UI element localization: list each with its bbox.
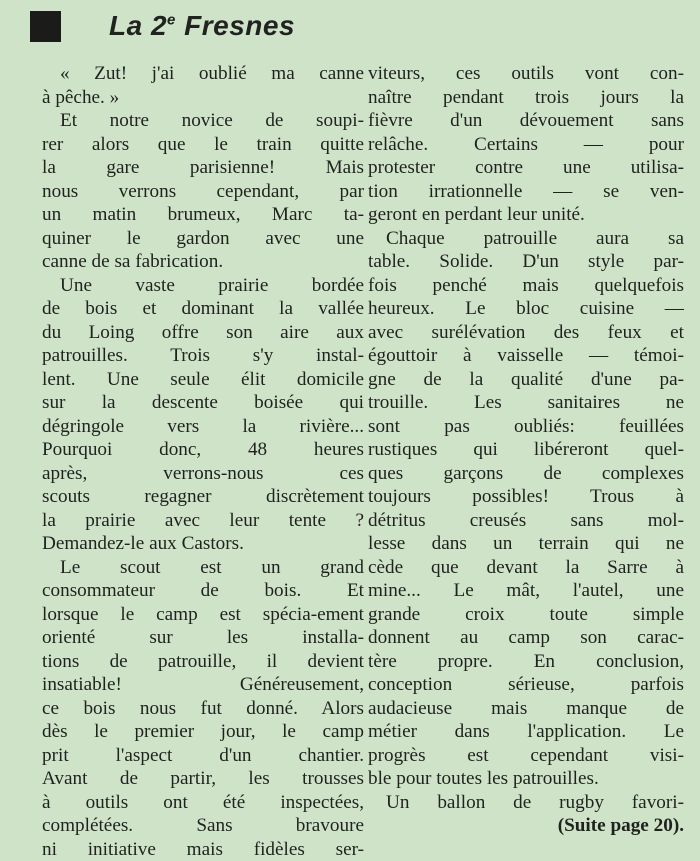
text-line: complétées. Sans bravoure: [42, 814, 364, 838]
text-line: dès le premier jour, le camp: [42, 720, 364, 744]
article-header: [30, 6, 295, 46]
text-line: à outils ont été inspectées,: [42, 791, 364, 815]
text-line: après, verrons-nous ces: [42, 462, 364, 486]
text-line: rer alors que le train quitte: [42, 133, 364, 157]
text-line: audacieuse mais manque de: [368, 697, 684, 721]
article-title: [109, 10, 295, 42]
text-line: prit l'aspect d'un chantier.: [42, 744, 364, 768]
text-line: protester contre une utilisa-: [368, 156, 684, 180]
text-line: fièvre d'un dévouement sans: [368, 109, 684, 133]
text-line: ble pour toutes les patrouilles.: [368, 767, 684, 791]
text-line: dégringole vers la rivière...: [42, 415, 364, 439]
black-square-ornament: [30, 11, 61, 42]
text-line: à pêche. »: [42, 86, 364, 110]
text-line: grande croix toute simple: [368, 603, 684, 627]
text-line: conception sérieuse, parfois: [368, 673, 684, 697]
text-line: heureux. Le bloc cuisine —: [368, 297, 684, 321]
text-line: tions de patrouille, il devient: [42, 650, 364, 674]
title-main: La 2: [109, 10, 167, 41]
text-line: sur la descente boisée qui: [42, 391, 364, 415]
text-line: Une vaste prairie bordée: [42, 274, 364, 298]
text-line: ques garçons de complexes: [368, 462, 684, 486]
text-line: insatiable! Généreusement,: [42, 673, 364, 697]
text-line: lent. Une seule élit domicile: [42, 368, 364, 392]
text-line: Pourquoi donc, 48 heures: [42, 438, 364, 462]
text-line: patrouilles. Trois s'y instal-: [42, 344, 364, 368]
text-line: progrès est cependant visi-: [368, 744, 684, 768]
text-line: un matin brumeux, Marc ta-: [42, 203, 364, 227]
text-line: relâche. Certains — pour: [368, 133, 684, 157]
right-column: [368, 62, 684, 838]
text-line: la gare parisienne! Mais: [42, 156, 364, 180]
text-line: gne de la qualité d'une pa-: [368, 368, 684, 392]
text-line: Le scout est un grand: [42, 556, 364, 580]
text-line: du Loing offre son aire aux: [42, 321, 364, 345]
text-line: lorsque le camp est spécia-ement: [42, 603, 364, 627]
text-line: quiner le gardon avec une: [42, 227, 364, 251]
text-line: toujours possibles! Trous à: [368, 485, 684, 509]
text-line: Un ballon de rugby favori-: [368, 791, 684, 815]
text-line: la prairie avec leur tente ?: [42, 509, 364, 533]
text-line: « Zut! j'ai oublié ma canne: [42, 62, 364, 86]
text-line: Et notre novice de soupi-: [42, 109, 364, 133]
text-line: détritus creusés sans mol-: [368, 509, 684, 533]
text-line: geront en perdant leur unité.: [368, 203, 684, 227]
text-line: ni initiative mais fidèles ser-: [42, 838, 364, 861]
text-line: trouille. Les sanitaires ne: [368, 391, 684, 415]
text-line: naître pendant trois jours la: [368, 86, 684, 110]
text-line: métier dans l'application. Le: [368, 720, 684, 744]
text-line: fois penché mais quelquefois: [368, 274, 684, 298]
text-line: égouttoir à vaisselle — témoi-: [368, 344, 684, 368]
text-line: tion irrationnelle — se ven-: [368, 180, 684, 204]
text-line: canne de sa fabrication.: [42, 250, 364, 274]
text-line: de bois et dominant la vallée: [42, 297, 364, 321]
title-rest: Fresnes: [176, 10, 295, 41]
text-line: cède que devant la Sarre à: [368, 556, 684, 580]
text-line: lesse dans un terrain qui ne: [368, 532, 684, 556]
text-line: Chaque patrouille aura sa: [368, 227, 684, 251]
text-line: rustiques qui libéreront quel-: [368, 438, 684, 462]
text-line: avec surélévation des feux et: [368, 321, 684, 345]
text-line: tère propre. En conclusion,: [368, 650, 684, 674]
text-line: sont pas oubliés: feuillées: [368, 415, 684, 439]
text-line: orienté sur les installa-: [42, 626, 364, 650]
text-line: ce bois nous fut donné. Alors: [42, 697, 364, 721]
text-line: nous verrons cependant, par: [42, 180, 364, 204]
continued-note: (Suite page 20).: [368, 814, 684, 838]
text-line: Demandez-le aux Castors.: [42, 532, 364, 556]
text-line: scouts regagner discrètement: [42, 485, 364, 509]
text-line: viteurs, ces outils vont con-: [368, 62, 684, 86]
text-line: donnent au camp son carac-: [368, 626, 684, 650]
text-line: table. Solide. D'un style par-: [368, 250, 684, 274]
title-superscript: e: [167, 12, 176, 29]
text-line: mine... Le mât, l'autel, une: [368, 579, 684, 603]
text-line: Avant de partir, les trousses: [42, 767, 364, 791]
left-column: [42, 62, 364, 861]
text-line: consommateur de bois. Et: [42, 579, 364, 603]
